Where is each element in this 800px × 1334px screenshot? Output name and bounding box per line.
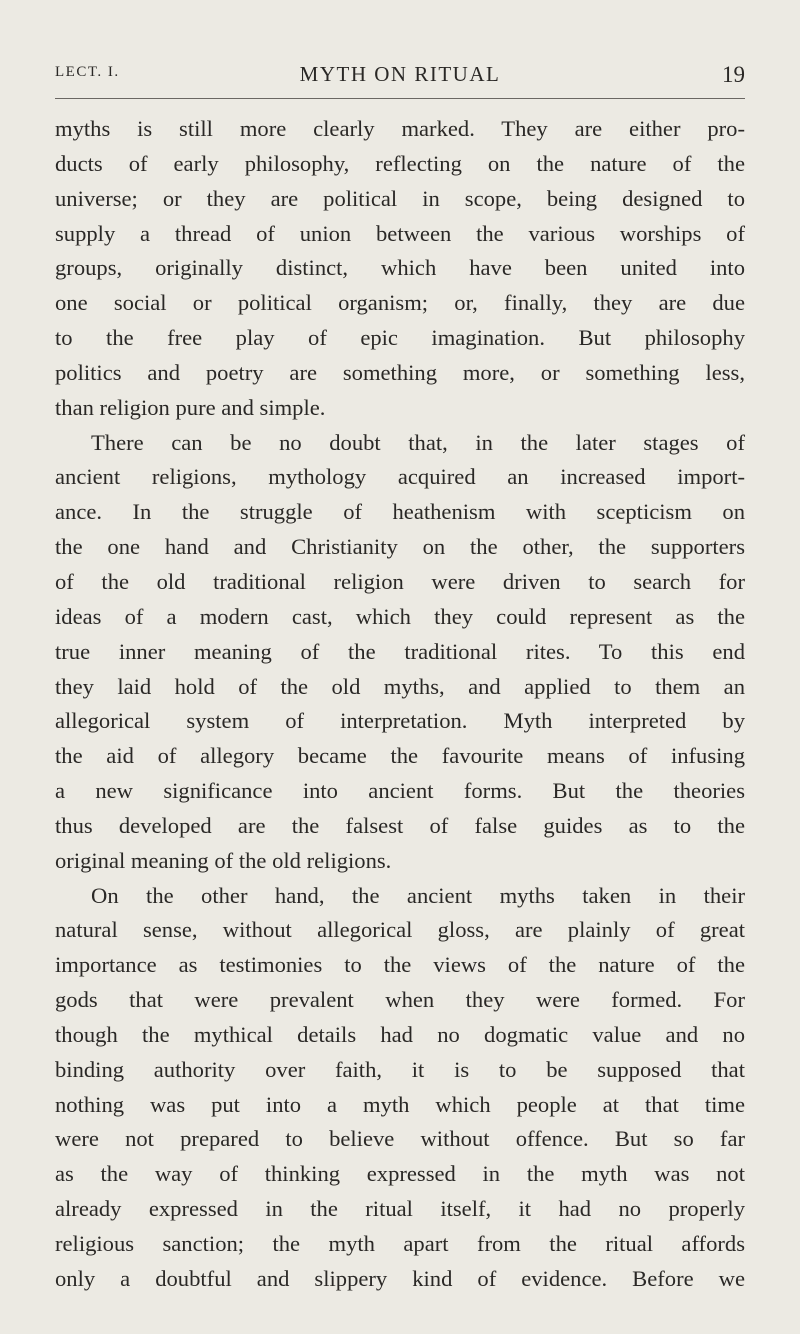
text-line: only a doubtful and slippery kind of evidence. Before we — [55, 1265, 745, 1291]
text-line: were not prepared to believe without offence. But so far — [55, 1126, 745, 1152]
lecture-label: LECT. I. — [55, 64, 120, 80]
text-line: allegorical system of interpretation. Myth interpreted by — [55, 708, 745, 734]
text-line: nothing was put into a myth which people at that time — [55, 1091, 745, 1117]
text-line: groups, originally distinct, which have been united into — [55, 255, 745, 281]
text-line: myths is still more clearly marked. They are either pro- — [55, 116, 745, 141]
text-line: one social or political organism; or, finally, they are due — [55, 290, 745, 316]
text-line: politics and poetry are something more, or something less, — [55, 359, 745, 385]
paragraph-start-line: On the other hand, the ancient myths taken in their — [91, 882, 745, 908]
text-line: thus developed are the falsest of false guides as to the — [55, 812, 745, 838]
text-line: to the free play of epic imagination. But philosophy — [55, 325, 745, 351]
text-line: the one hand and Christianity on the other, the supporters — [55, 534, 745, 560]
text-line: the aid of allegory became the favourite means of infusing — [55, 743, 745, 769]
text-line: ancient religions, mythology acquired an increased import- — [55, 464, 745, 490]
text-line: gods that were prevalent when they were formed. For — [55, 987, 745, 1013]
page-number: 19 — [722, 62, 745, 87]
text-line: a new significance into ancient forms. But the theories — [55, 778, 745, 804]
text-line: of the old traditional religion were driven to search for — [55, 568, 745, 594]
text-line: already expressed in the ritual itself, it had no properly — [55, 1196, 745, 1222]
paragraph-end-line: than religion pure and simple. — [55, 394, 326, 420]
text-line: ducts of early philosophy, reflecting on the nature of the — [55, 150, 745, 176]
text-line: ance. In the struggle of heathenism with scepticism on — [55, 499, 745, 525]
text-line: binding authority over faith, it is to be supposed that — [55, 1056, 745, 1082]
text-line: importance as testimonies to the views of the nature of the — [55, 952, 745, 978]
body-text — [55, 112, 745, 1297]
text-line: religious sanction; the myth apart from the ritual affords — [55, 1231, 745, 1256]
text-line: though the mythical details had no dogmatic value and no — [55, 1021, 745, 1047]
text-line: natural sense, without allegorical gloss, are plainly of great — [55, 917, 745, 943]
text-line: universe; or they are political in scope, being designed to — [55, 185, 745, 211]
text-line: as the way of thinking expressed in the myth was not — [55, 1161, 745, 1187]
running-head — [55, 62, 745, 90]
text-line: true inner meaning of the traditional rites. To this end — [55, 638, 745, 664]
text-line: supply a thread of union between the various worships of — [55, 220, 745, 246]
paragraph-start-line: There can be no doubt that, in the later stages of — [91, 429, 745, 455]
text-line: ideas of a modern cast, which they could represent as the — [55, 603, 745, 629]
running-title: MYTH ON RITUAL — [299, 62, 501, 86]
paragraph-end-line: original meaning of the old religions. — [55, 847, 392, 873]
header-rule — [55, 98, 745, 99]
text-line: they laid hold of the old myths, and applied to them an — [55, 673, 745, 699]
